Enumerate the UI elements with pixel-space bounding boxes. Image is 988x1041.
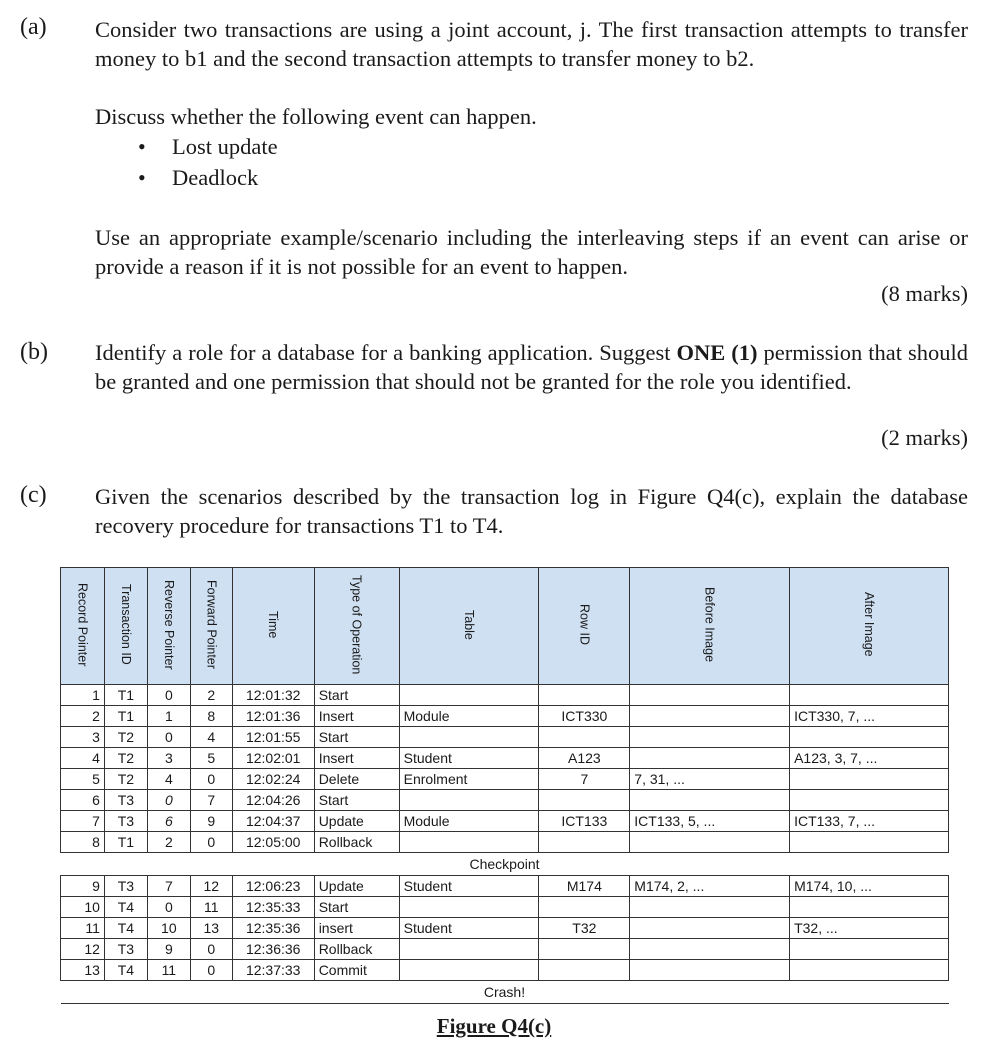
header-before-image: Before Image xyxy=(630,568,790,685)
table-cell: 1 xyxy=(147,706,190,727)
part-b-bold: ONE (1) xyxy=(676,340,758,365)
part-a-intro: Consider two transactions are using a joint account, j. The first transaction attempts to transfer money to b1 and the second transaction attempts to transfer money to b2. xyxy=(95,17,968,71)
table-cell: T4 xyxy=(104,960,147,981)
table-cell xyxy=(630,918,790,939)
table-cell xyxy=(790,832,949,853)
table-cell: 10 xyxy=(61,897,105,918)
table-cell xyxy=(539,685,630,706)
table-cell: 12:37:33 xyxy=(232,960,314,981)
table-cell: 12:05:00 xyxy=(232,832,314,853)
checkpoint-label: Checkpoint xyxy=(61,853,949,876)
table-cell: T3 xyxy=(104,790,147,811)
table-cell: 8 xyxy=(61,832,105,853)
table-cell: 0 xyxy=(147,685,190,706)
part-a-discuss: Discuss whether the following event can happen. xyxy=(95,104,537,129)
header-table: Table xyxy=(399,568,539,685)
table-cell: T32, ... xyxy=(790,918,949,939)
part-b-text-after: permission that should be granted and one permission that should not be granted for the role you identified. xyxy=(95,340,968,394)
table-cell: T2 xyxy=(104,727,147,748)
table-cell: 11 xyxy=(147,960,190,981)
table-cell: 7 xyxy=(61,811,105,832)
table-cell: Insert xyxy=(314,748,399,769)
table-cell xyxy=(630,790,790,811)
part-a-instruction: Use an appropriate example/scenario including the interleaving steps if an event can arise or provide a reason if it is not possible for an event to happen. xyxy=(95,225,968,279)
part-a-label: (a) xyxy=(20,14,47,40)
table-cell xyxy=(630,706,790,727)
table-cell: Insert xyxy=(314,706,399,727)
table-cell xyxy=(539,727,630,748)
table-cell: T1 xyxy=(104,685,147,706)
table-row xyxy=(61,960,949,981)
table-cell xyxy=(630,727,790,748)
table-cell: Rollback xyxy=(314,832,399,853)
table-cell: 3 xyxy=(61,727,105,748)
table-row xyxy=(61,769,949,790)
header-row-id: Row ID xyxy=(539,568,630,685)
table-cell xyxy=(399,685,539,706)
table-cell: Start xyxy=(314,685,399,706)
table-cell: ICT133, 7, ... xyxy=(790,811,949,832)
table-cell: 12:02:01 xyxy=(232,748,314,769)
table-cell: insert xyxy=(314,918,399,939)
table-cell xyxy=(790,769,949,790)
table-row xyxy=(61,685,949,706)
table-cell xyxy=(790,685,949,706)
table-cell: 10 xyxy=(147,918,190,939)
table-cell xyxy=(539,832,630,853)
part-c-text: Given the scenarios described by the transaction log in Figure Q4(c), explain the database recovery procedure for transactions T1 to T4. xyxy=(95,484,968,538)
table-cell: ICT330, 7, ... xyxy=(790,706,949,727)
table-row xyxy=(61,727,949,748)
table-cell: 4 xyxy=(147,769,190,790)
table-cell: Commit xyxy=(314,960,399,981)
table-cell: 0 xyxy=(147,897,190,918)
header-time: Time xyxy=(232,568,314,685)
table-cell: Rollback xyxy=(314,939,399,960)
table-cell: T3 xyxy=(104,939,147,960)
table-cell xyxy=(399,832,539,853)
table-cell: 0 xyxy=(147,790,190,811)
table-cell: A123, 3, 7, ... xyxy=(790,748,949,769)
table-cell: 5 xyxy=(190,748,232,769)
table-cell: 12:01:55 xyxy=(232,727,314,748)
part-c-label: (c) xyxy=(20,482,47,508)
figure-caption: Figure Q4(c) xyxy=(436,1014,552,1038)
table-cell: 7, 31, ... xyxy=(630,769,790,790)
table-row xyxy=(61,832,949,853)
table-cell: Student xyxy=(399,748,539,769)
table-row xyxy=(61,918,949,939)
table-cell xyxy=(630,897,790,918)
table-cell: Start xyxy=(314,727,399,748)
table-cell: 12 xyxy=(190,876,232,897)
table-cell xyxy=(630,939,790,960)
table-cell: 12 xyxy=(61,939,105,960)
table-cell xyxy=(790,727,949,748)
part-a-marks: (8 marks) xyxy=(881,281,968,306)
table-row xyxy=(61,897,949,918)
table-cell xyxy=(790,960,949,981)
table-cell: A123 xyxy=(539,748,630,769)
table-cell: 12:35:36 xyxy=(232,918,314,939)
table-cell: T32 xyxy=(539,918,630,939)
table-cell: T1 xyxy=(104,832,147,853)
table-cell xyxy=(630,960,790,981)
table-cell: T2 xyxy=(104,748,147,769)
table-cell: 0 xyxy=(190,939,232,960)
table-cell: M174, 10, ... xyxy=(790,876,949,897)
crash-row xyxy=(61,981,949,1004)
table-cell: T2 xyxy=(104,769,147,790)
table-cell: Student xyxy=(399,918,539,939)
table-cell xyxy=(539,790,630,811)
table-cell: T3 xyxy=(104,811,147,832)
table-cell: 12:04:26 xyxy=(232,790,314,811)
table-cell xyxy=(399,790,539,811)
table-cell: 12:02:24 xyxy=(232,769,314,790)
table-cell: 0 xyxy=(147,727,190,748)
table-cell xyxy=(790,897,949,918)
table-cell: 12:01:36 xyxy=(232,706,314,727)
table-cell: 0 xyxy=(190,769,232,790)
table-cell: 12:06:23 xyxy=(232,876,314,897)
table-cell: T4 xyxy=(104,897,147,918)
table-cell xyxy=(539,960,630,981)
table-cell: 9 xyxy=(61,876,105,897)
table-cell: 2 xyxy=(61,706,105,727)
table-cell: Update xyxy=(314,876,399,897)
table-cell: 7 xyxy=(147,876,190,897)
table-row xyxy=(61,811,949,832)
table-body xyxy=(61,685,949,1004)
part-b-text-before: Identify a role for a database for a banking application. Suggest xyxy=(95,340,677,365)
table-cell: Start xyxy=(314,790,399,811)
table-cell: M174 xyxy=(539,876,630,897)
table-cell xyxy=(399,939,539,960)
table-cell xyxy=(790,939,949,960)
table-cell: Start xyxy=(314,897,399,918)
table-cell: 3 xyxy=(147,748,190,769)
table-row xyxy=(61,876,949,897)
table-row xyxy=(61,748,949,769)
table-cell: Update xyxy=(314,811,399,832)
part-a-bullet-list xyxy=(138,131,278,193)
transaction-log-table xyxy=(60,567,949,1004)
table-cell xyxy=(630,832,790,853)
table-cell: ICT133, 5, ... xyxy=(630,811,790,832)
header-transaction-id: Transaction ID xyxy=(104,568,147,685)
table-cell: T4 xyxy=(104,918,147,939)
table-cell: 9 xyxy=(147,939,190,960)
table-cell xyxy=(539,939,630,960)
header-type-of-operation: Type of Operation xyxy=(314,568,399,685)
table-cell: Enrolment xyxy=(399,769,539,790)
table-cell xyxy=(399,960,539,981)
header-forward-pointer: Forward Pointer xyxy=(190,568,232,685)
table-cell: Module xyxy=(399,706,539,727)
part-b-label: (b) xyxy=(20,339,48,365)
part-b-text xyxy=(95,338,968,396)
crash-label: Crash! xyxy=(61,981,949,1004)
table-cell: ICT133 xyxy=(539,811,630,832)
table-cell: 4 xyxy=(61,748,105,769)
table-cell: T3 xyxy=(104,876,147,897)
table-cell: 12:35:33 xyxy=(232,897,314,918)
table-cell xyxy=(630,748,790,769)
header-reverse-pointer: Reverse Pointer xyxy=(147,568,190,685)
table-cell xyxy=(790,790,949,811)
table-cell: 11 xyxy=(190,897,232,918)
table-cell: 13 xyxy=(61,960,105,981)
table-cell: 1 xyxy=(61,685,105,706)
bullet-lost-update: • Lost update xyxy=(138,131,278,162)
table-row xyxy=(61,939,949,960)
table-cell: T1 xyxy=(104,706,147,727)
table-cell: Module xyxy=(399,811,539,832)
table-cell: M174, 2, ... xyxy=(630,876,790,897)
table-cell: Student xyxy=(399,876,539,897)
table-cell: 4 xyxy=(190,727,232,748)
table-cell: 0 xyxy=(190,960,232,981)
table-cell: 6 xyxy=(61,790,105,811)
header-after-image: After Image xyxy=(790,568,949,685)
checkpoint-row xyxy=(61,853,949,876)
table-cell: 8 xyxy=(190,706,232,727)
table-cell: 13 xyxy=(190,918,232,939)
table-cell xyxy=(630,685,790,706)
table-cell: 7 xyxy=(539,769,630,790)
table-cell: 7 xyxy=(190,790,232,811)
table-cell xyxy=(399,727,539,748)
table-cell: 12:04:37 xyxy=(232,811,314,832)
table-cell: 0 xyxy=(190,832,232,853)
table-cell: 2 xyxy=(190,685,232,706)
table-cell xyxy=(399,897,539,918)
table-cell: ICT330 xyxy=(539,706,630,727)
table-cell: Delete xyxy=(314,769,399,790)
table-cell xyxy=(539,897,630,918)
table-header-row xyxy=(61,568,949,685)
header-record-pointer: Record Pointer xyxy=(61,568,105,685)
table-cell: 2 xyxy=(147,832,190,853)
table-row xyxy=(61,706,949,727)
part-b-marks: (2 marks) xyxy=(881,425,968,450)
table-row xyxy=(61,790,949,811)
table-cell: 12:01:32 xyxy=(232,685,314,706)
table-cell: 5 xyxy=(61,769,105,790)
table-cell: 6 xyxy=(147,811,190,832)
bullet-deadlock: • Deadlock xyxy=(138,162,278,193)
table-cell: 12:36:36 xyxy=(232,939,314,960)
table-cell: 11 xyxy=(61,918,105,939)
table-cell: 9 xyxy=(190,811,232,832)
